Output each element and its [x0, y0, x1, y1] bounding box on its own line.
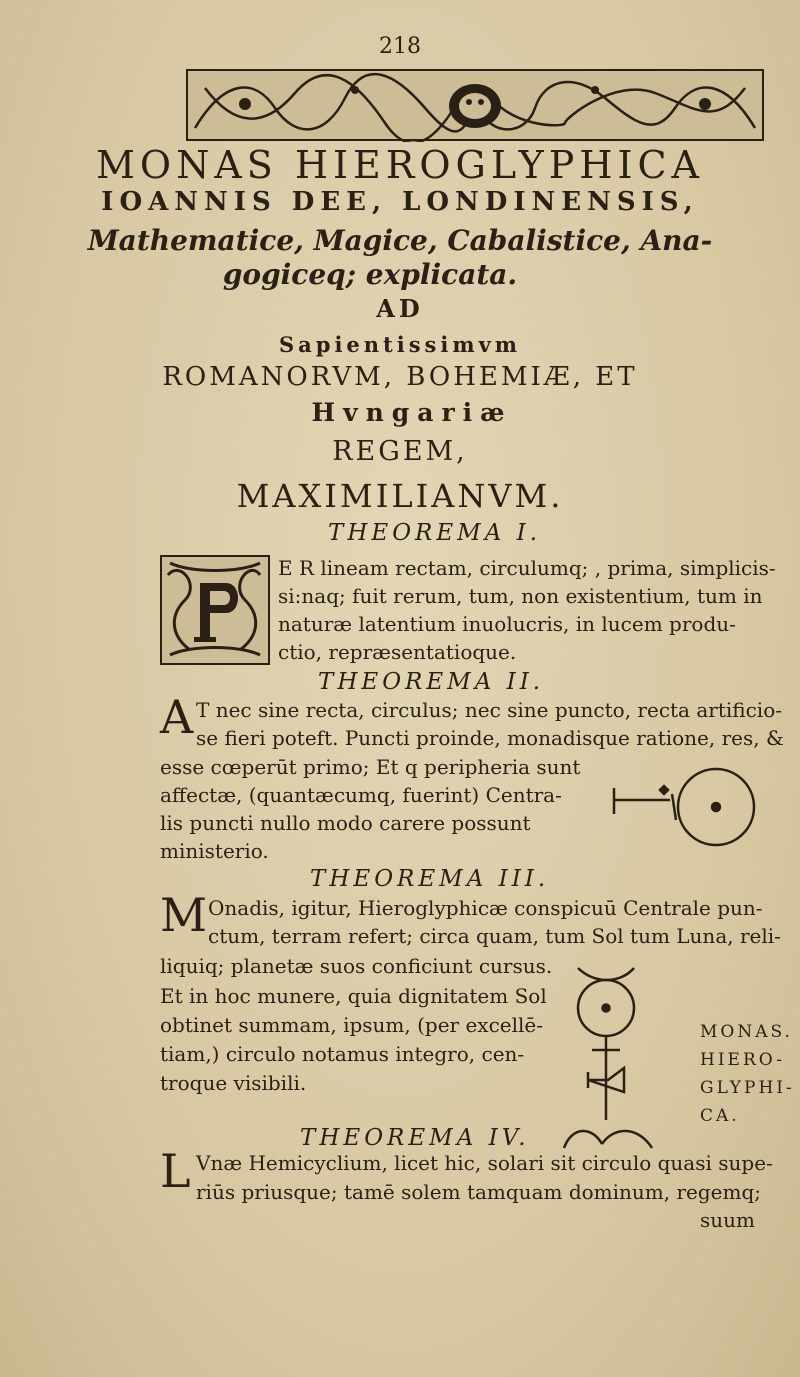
theorem-2-line-2: se fieri poteft. Puncti proinde, monadisque ratione, res, & — [196, 726, 784, 750]
theorem-4-line-2: riūs priusque; tamē solem tamquam dominum, regemq; — [196, 1180, 761, 1204]
margin-note-line-1: MONAS. — [700, 1022, 793, 1042]
theorem-1-line-1: E R lineam rectam, circulumq; , prima, simplicis- — [278, 556, 776, 580]
page-number: 218 — [379, 34, 421, 59]
ornamental-headpiece — [185, 68, 765, 142]
title-line-3: Mathematice, Magice, Cabalistice, Ana- — [87, 224, 713, 257]
margin-note-line-4: CA. — [700, 1106, 740, 1126]
catchword: suum — [700, 1208, 755, 1232]
title-line-6: Sapientissimvm — [278, 332, 521, 357]
title-line-5: AD — [376, 294, 424, 323]
theorem-1-line-3: naturæ latentium inuolucris, in lucem produ- — [278, 612, 736, 636]
theorem-3-line-1: Onadis, igitur, Hieroglyphicæ conspicuū Centrale pun- — [208, 896, 763, 920]
theorem-3-line-4: Et in hoc munere, quia dignitatem Sol — [160, 984, 547, 1008]
theorem-3-line-3: liquiq; planetæ suos conficiunt cursus. — [160, 954, 553, 978]
theorem-4-initial: L — [160, 1144, 191, 1198]
theorem-2-line-1: T nec sine recta, circulus; nec sine puncto, recta artificio- — [196, 698, 782, 722]
margin-note-line-3: GLYPHI- — [700, 1078, 795, 1098]
theorem-2-initial: A — [160, 690, 194, 744]
hieroglyphic-monad-figure — [558, 962, 654, 1122]
theorem-4-heading: THEOREMA IV. — [300, 1125, 530, 1151]
theorem-3-line-7: troque visibili. — [160, 1071, 307, 1095]
title-line-9: REGEM, — [332, 436, 468, 467]
theorem-4-line-1: Vnæ Hemicyclium, licet hic, solari sit circulo quasi supe- — [196, 1151, 773, 1175]
theorem-3-line-6: tiam,) circulo notamus integro, cen- — [160, 1042, 525, 1066]
theorem-3-heading: THEOREMA III. — [310, 866, 550, 892]
title-line-4: gogiceq; explicata. — [222, 258, 518, 291]
theorem-2-line-6: ministerio. — [160, 839, 269, 863]
point-line-circle-figure — [670, 758, 762, 856]
title-line-7: ROMANORVM, BOHEMIÆ, ET — [162, 362, 638, 392]
theorem-3-line-2: ctum, terram refert; circa quam, tum Sol tum Luna, reli- — [208, 924, 781, 948]
moon-symbol-figure — [558, 1122, 658, 1152]
theorem-1-line-2: si:naq; fuit rerum, tum, non existentium, tum in — [278, 584, 763, 608]
theorem-1-line-4: ctio, repræsentatioque. — [278, 640, 517, 664]
theorem-1-heading: THEOREMA I. — [328, 520, 542, 546]
theorem-3-line-5: obtinet summam, ipsum, (per excellē- — [160, 1013, 543, 1037]
title-line-1: MONAS HIEROGLYPHICA — [96, 143, 704, 187]
theorem-2-heading: THEOREMA II. — [318, 669, 545, 695]
theorem-2-line-3: esse cœperūt primo; Et q peripheria sunt — [160, 755, 581, 779]
title-line-8: Hvngariæ — [311, 398, 513, 427]
title-line-2: IOANNIS DEE, LONDINENSIS, — [101, 187, 699, 217]
title-line-10: MAXIMILIANVM. — [236, 477, 564, 515]
decorated-initial-p — [160, 555, 270, 665]
margin-note-line-2: HIERO- — [700, 1050, 786, 1070]
line-segment-figure — [610, 780, 672, 820]
theorem-2-line-4: affectæ, (quantæcumq, fuerint) Centra- — [160, 783, 562, 807]
theorem-2-line-5: lis puncti nullo modo carere possunt — [160, 811, 531, 835]
theorem-3-initial: M — [160, 888, 208, 942]
